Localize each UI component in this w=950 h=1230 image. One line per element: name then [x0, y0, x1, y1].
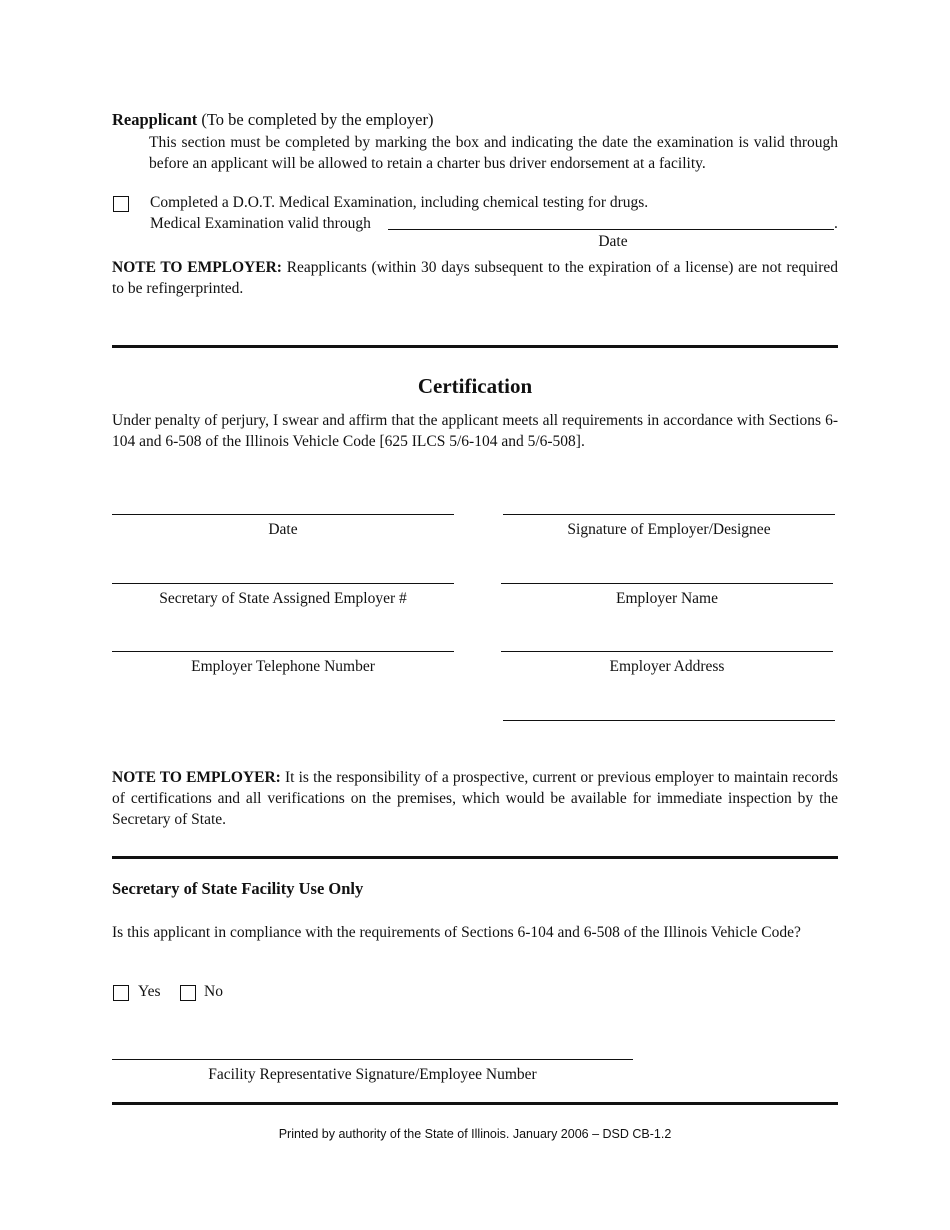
telephone-line[interactable] — [112, 651, 454, 652]
no-checkbox[interactable] — [180, 985, 196, 1001]
section-divider-3 — [112, 1102, 838, 1105]
section-divider-2 — [112, 856, 838, 859]
reapplicant-note — [112, 257, 838, 299]
employer-number-line[interactable] — [112, 583, 454, 584]
telephone-caption: Employer Telephone Number — [191, 658, 375, 675]
valid-through-date-caption: Date — [598, 233, 628, 250]
footer-text: Printed by authority of the State of Illinois. January 2006 – DSD CB-1.2 — [278, 1127, 672, 1141]
employer-name-line[interactable] — [501, 583, 833, 584]
certification-note-text: It is the responsibility of a prospective, current or previous employer to maintain records of certifications and all verifications on the premises, which would be available for immediate inspection by the Secretary of State. — [112, 769, 838, 828]
signature-caption: Signature of Employer/Designee — [567, 521, 771, 538]
facility-signature-line[interactable] — [112, 1059, 633, 1060]
valid-through-label: Medical Examination valid through — [150, 215, 371, 232]
yes-label: Yes — [138, 983, 161, 1000]
certification-statement: Under penalty of perjury, I swear and affirm that the applicant meets all requirements in accordance with Sections 6-104 and 6-508 of the Illinois Vehicle Code [625 ILCS 5/6-104 and 5/6-508]. — [112, 412, 838, 450]
reapplicant-instructions: This section must be completed by marking the box and indicating the date the examination is valid through before an applicant will be allowed to retain a charter bus driver endorsement at a facility. — [149, 134, 838, 172]
employer-number-caption: Secretary of State Assigned Employer # — [159, 590, 407, 607]
reapplicant-title: Reapplicant — [112, 110, 198, 129]
facility-question: Is this applicant in compliance with the requirements of Sections 6-104 and 6-508 of the Illinois Vehicle Code? — [112, 924, 801, 941]
valid-through-date-line[interactable] — [388, 229, 834, 230]
address-line-2[interactable] — [503, 720, 835, 721]
date-line[interactable] — [112, 514, 454, 515]
dot-exam-checkbox[interactable] — [113, 196, 129, 212]
address-line[interactable] — [501, 651, 833, 652]
reapplicant-subtitle: (To be completed by the employer) — [201, 110, 434, 129]
signature-line[interactable] — [503, 514, 835, 515]
employer-name-caption: Employer Name — [615, 590, 718, 607]
reapplicant-note-text: Reapplicants (within 30 days subsequent to the expiration of a license) are not required to be refingerprinted. — [112, 259, 839, 297]
facility-title: Secretary of State Facility Use Only — [112, 879, 364, 898]
certification-note — [112, 767, 838, 830]
address-caption: Employer Address — [609, 658, 725, 675]
yes-checkbox[interactable] — [113, 985, 129, 1001]
certification-note-label: NOTE TO EMPLOYER: — [112, 769, 281, 786]
no-label: No — [204, 983, 223, 1000]
reapplicant-note-label: NOTE TO EMPLOYER: — [112, 259, 282, 276]
section-divider-1 — [112, 345, 838, 348]
reapplicant-heading — [112, 110, 433, 130]
date-caption: Date — [268, 521, 298, 538]
period-mark: . — [834, 215, 838, 232]
dot-exam-label: Completed a D.O.T. Medical Examination, including chemical testing for drugs. — [150, 194, 649, 211]
certification-title: Certification — [417, 374, 533, 398]
facility-signature-caption: Facility Representative Signature/Employee Number — [208, 1066, 537, 1083]
